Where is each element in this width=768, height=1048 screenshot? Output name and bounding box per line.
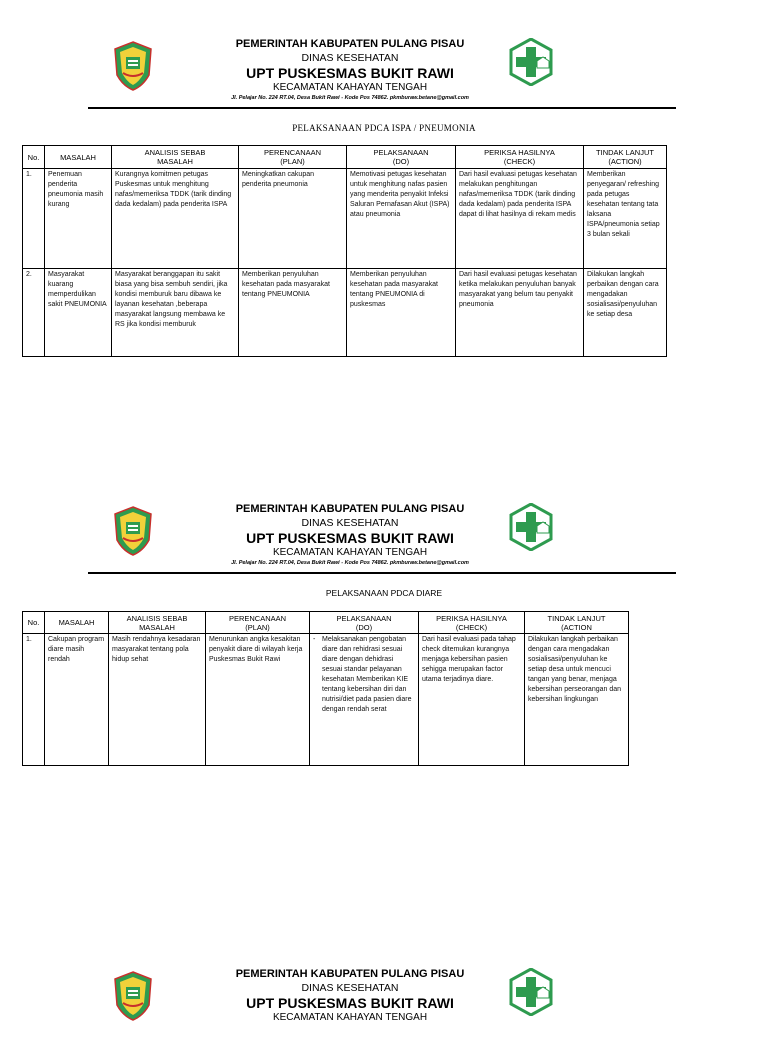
- cell-action: Dilakukan langkah perbaikan dengan cara mengadakan sosialisasi/penyuluhan ke setiap desa untuk mencuci tangan yang benar, menjaga kebersihan perseorangan dan kebersihan lingkungan: [525, 634, 629, 766]
- header-check: PERIKSA HASILNYA (CHECK): [456, 146, 584, 169]
- header-no: No.: [23, 612, 45, 634]
- header-plan: PERENCANAAN (PLAN): [206, 612, 310, 634]
- letterhead-divider: [88, 572, 676, 574]
- pdca-table-ispa: [22, 145, 667, 357]
- header-action: TINDAK LANJUT (ACTION): [584, 146, 667, 169]
- header-check: PERIKSA HASILNYA (CHECK): [419, 612, 525, 634]
- letterhead-institution: UPT PUSKESMAS BUKIT RAWI: [246, 995, 454, 1011]
- table-row: [23, 169, 667, 269]
- letterhead: [0, 503, 768, 583]
- cell-action: Memberikan penyegaran/ refreshing pada petugas kesehatan tentang tata laksana ISPA/pneumonia setiap 3 bulan sekali: [584, 169, 667, 269]
- cell-no: 1.: [23, 169, 45, 269]
- cell-check: Dari hasil evaluasi pada tahap check ditemukan kurangnya menjaga kebersihan pasien sehigga merupakan factor utama terjadinya diare.: [419, 634, 525, 766]
- letterhead-government: PEMERINTAH KABUPATEN PULANG PISAU: [235, 968, 465, 980]
- cell-check: Dari hasil evaluasi petugas kesehatan ketika melakukan penyuluhan banyak masyarakat yang belum tau penyakit pneumonia: [456, 269, 584, 357]
- cell-no: 1.: [23, 634, 45, 766]
- header-masalah: MASALAH: [45, 146, 112, 169]
- cell-do-text: Melaksanakan pengobatan diare dan rehidrasi sesuai diare dengan dehidrasi sesuai standar pelayanan kesehatan Memberikan KIE tentang kebersihan diri dan nutrisi/diet pada pasien diare dengan rendah serat: [322, 636, 412, 713]
- letterhead-district: KECAMATAN KAHAYAN TENGAH: [272, 82, 428, 93]
- cell-plan: Meningkatkan cakupan penderita pneumonia: [239, 169, 347, 269]
- table-row: [23, 634, 629, 766]
- cell-analisis: Kurangnya komitmen petugas Puskesmas untuk menghitung nafas/memeriksa TDDK (tarik dinding dada kedalam) pada penderita ISPA: [112, 169, 239, 269]
- header-do: PELAKSANAAN (DO): [347, 146, 456, 169]
- header-masalah: MASALAH: [45, 612, 109, 634]
- header-no: No.: [23, 146, 45, 169]
- cell-plan: Memberikan penyuluhan kesehatan pada masyarakat tentang PNEUMONIA: [239, 269, 347, 357]
- letterhead-institution: UPT PUSKESMAS BUKIT RAWI: [246, 65, 454, 81]
- table-header-row: [23, 146, 667, 169]
- letterhead: [0, 38, 768, 118]
- section-title-ispa: PELAKSANAAN PDCA ISPA / PNEUMONIA: [292, 123, 476, 133]
- table-row: [23, 269, 667, 357]
- letterhead-district: KECAMATAN KAHAYAN TENGAH: [272, 547, 428, 558]
- cell-masalah: Cakupan program diare masih rendah: [45, 634, 109, 766]
- header-analisis: ANALISIS SEBAB MASALAH: [112, 146, 239, 169]
- letterhead-district: KECAMATAN KAHAYAN TENGAH: [272, 1012, 428, 1023]
- letterhead-institution: UPT PUSKESMAS BUKIT RAWI: [246, 530, 454, 546]
- cell-plan: Menurunkan angka kesakitan penyakit diare di wilayah kerja Puskesmas Bukit Rawi: [206, 634, 310, 766]
- letterhead-department: DINAS KESEHATAN: [301, 52, 399, 64]
- header-analisis: ANALISIS SEBAB MASALAH: [109, 612, 206, 634]
- cell-analisis: Masih rendahnya kesadaran masyarakat tentang pola hidup sehat: [109, 634, 206, 766]
- cell-no: 2.: [23, 269, 45, 357]
- cell-do: Memberikan penyuluhan kesehatan pada masyarakat tentang PNEUMONIA di puskesmas: [347, 269, 456, 357]
- letterhead: [0, 968, 768, 1048]
- bullet-dash: -: [313, 636, 316, 643]
- cell-do: [310, 634, 419, 766]
- letterhead-address: Jl. Pelajar No. 224 RT.04, Desa Bukit Rawi - Kode Pos 74862. pkmburaw.betane@gmail.com: [231, 560, 469, 566]
- cell-masalah: Masyarakat kuarang memperdulikan sakit PNEUMONIA: [45, 269, 112, 357]
- letterhead-government: PEMERINTAH KABUPATEN PULANG PISAU: [235, 38, 465, 50]
- letterhead-government: PEMERINTAH KABUPATEN PULANG PISAU: [235, 503, 465, 515]
- header-do: PELAKSANAAN (DO): [310, 612, 419, 634]
- header-plan: PERENCANAAN (PLAN): [239, 146, 347, 169]
- letterhead-address: Jl. Pelajar No. 224 RT.04, Desa Bukit Rawi - Kode Pos 74862. pkmburaw.betane@gmail.com: [231, 95, 469, 101]
- pdca-table-diare: [22, 611, 629, 766]
- cell-action: Dilakukan langkah perbaikan dengan cara mengadakan sosialisasi/penyuluhan ke setiap desa: [584, 269, 667, 357]
- table-header-row: [23, 612, 629, 634]
- letterhead-divider: [88, 107, 676, 109]
- header-action: TINDAK LANJUT (ACTION: [525, 612, 629, 634]
- cell-check: Dari hasil evaluasi petugas kesehatan melakukan penghitungan nafas/memeriksa TDDK (tarik dinding dada kedalam) pada penderita ISPA dapat di lihat hasilnya di rekam medis: [456, 169, 584, 269]
- cell-do: Memotivasi petugas kesehatan untuk menghitung nafas pasien yang menderita penyakit Infeksi Saluran Pernafasan Akut (ISPA) atau pneumonia: [347, 169, 456, 269]
- section-title-diare: PELAKSANAAN PDCA DIARE: [325, 588, 443, 598]
- cell-masalah: Penemuan penderita pneumonia masih kurang: [45, 169, 112, 269]
- cell-analisis: Masyarakat beranggapan itu sakit biasa yang bisa sembuh sendiri, jika kondisi memburuk baru dibawa ke layanan kesehatan ,beberapa masyarakat langsung membawa ke RS jika kondisi memburuk: [112, 269, 239, 357]
- letterhead-department: DINAS KESEHATAN: [301, 517, 399, 529]
- letterhead-department: DINAS KESEHATAN: [301, 982, 399, 994]
